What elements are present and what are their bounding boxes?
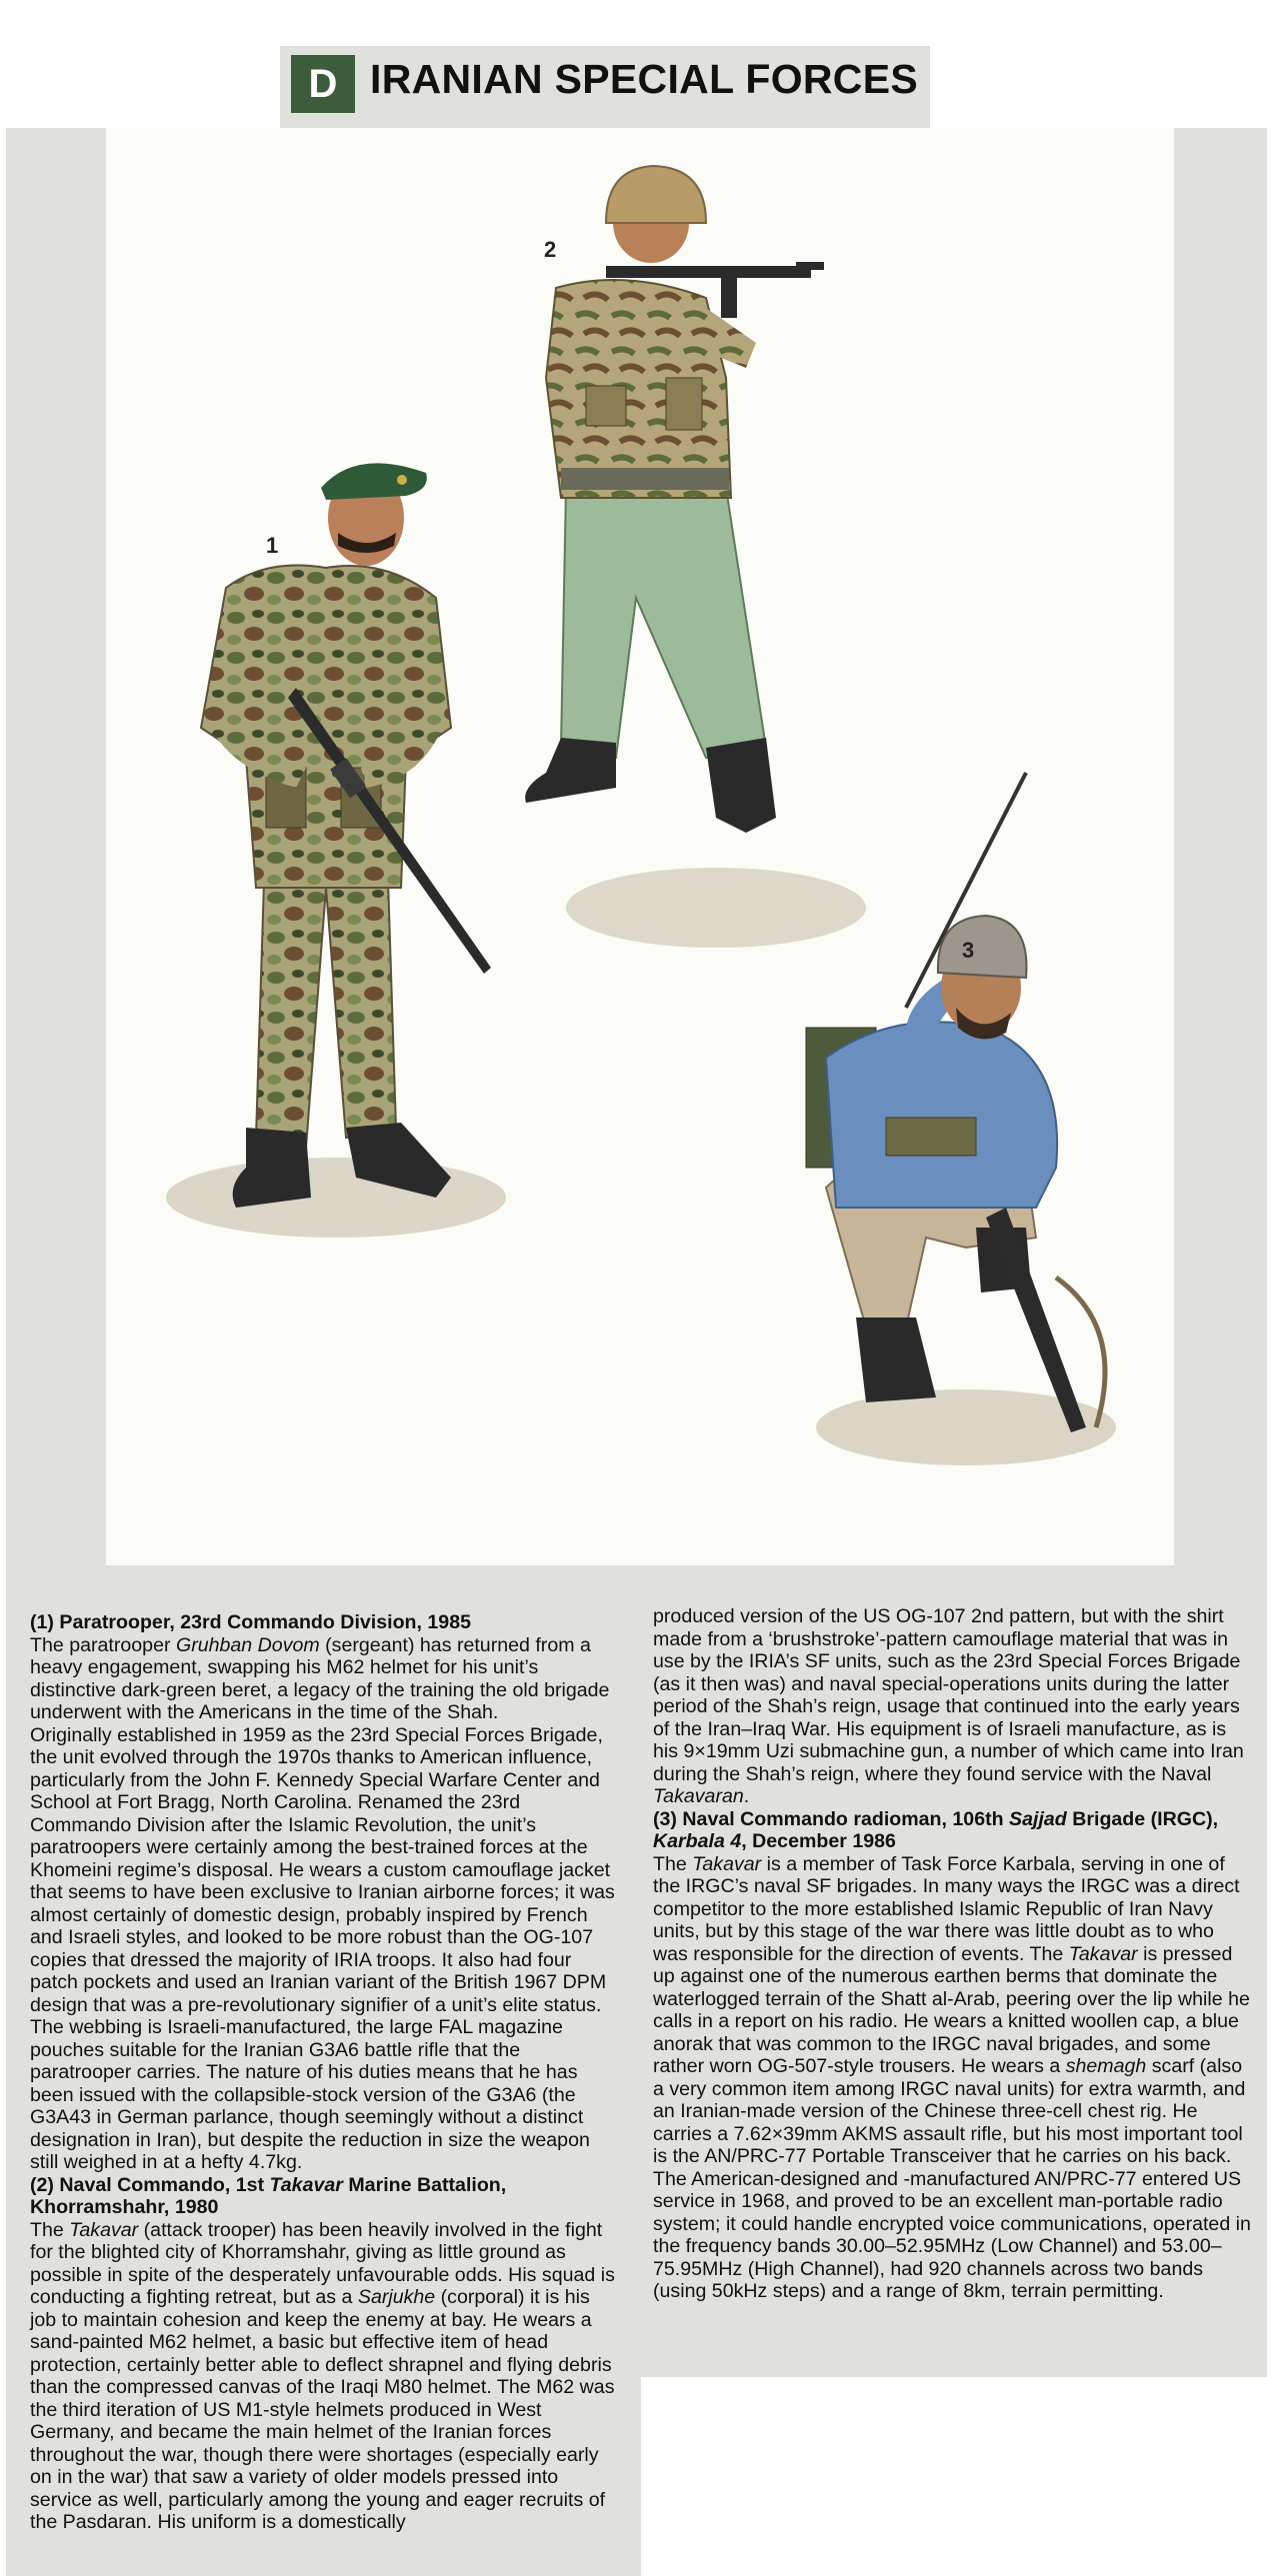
section-1-paragraph-1: The paratrooper Gruhban Dovom (sergeant) has returned from a heavy engagement, swapping his M62 helmet for his unit’s distinctive dark-green beret, a legacy of the training the old brigade underwent with the Americans in the time of the Shah. <box>30 1633 610 1723</box>
section-2-heading: (2) Naval Commando, 1st Takavar Marine Battalion, Khorramshahr, 1980 <box>30 2173 507 2218</box>
section-1-heading: (1) Paratrooper, 23rd Commando Division, 1985 <box>30 1611 471 1633</box>
text-column-right <box>653 1605 1253 2303</box>
section-2-paragraph-1: The Takavar (attack trooper) has been heavily involved in the fight for the blighted city of Khorramshahr, giving as little ground as possible in spite of the desperately unfavourable odds. His squad is conducting a fighting retreat, but as a Sarjukhe (corporal) it is his job to maintain cohesion and keep the enemy at bay. He wears a sand-painted M62 helmet, a basic but effective item of head protection, certainly better able to deflect shrapnel and flying debris than the compressed canvas of the Iraqi M80 helmet. The M62 was the third iteration of US M1-style helmets produced in West Germany, and became the main helmet of the Iranian forces throughout the war, though there were shortages (especially early on in the war) that saw a variety of older models pressed into service as well, particularly among the young and eager recruits of the Pasdaran. His uniform is a domestically <box>30 2218 615 2533</box>
plate-title: IRANIAN SPECIAL FORCES <box>370 56 919 102</box>
ground-shadow-1 <box>166 1158 506 1238</box>
figure-label-2: 2 <box>544 237 557 262</box>
figure-1-paratrooper <box>201 463 491 1208</box>
section-2-paragraph-2: produced version of the US OG-107 2nd pattern, but with the shirt made from a ‘brushstroke’-pattern camouflage material that was in use by the IRIA’s SF units, such as the 23rd Special Forces Brigade (as it then was) and naval special-operations units during the latter period of the Shah’s reign, usage that continued into the early years of the Iran–Iraq War. His equipment is of Israeli manufacture, as is his 9×19mm Uzi submachine gun, a number of which came into Iran during the Shah’s reign, where they found service with the Naval Takavaran. <box>653 1605 1244 1807</box>
text-column-left <box>30 1611 616 2534</box>
section-3-paragraph-1: The Takavar is a member of Task Force Karbala, serving in one of the IRGC’s naval SF brigades. In many ways the IRGC was a direct competitor to the more established Islamic Republic of Iran Navy units, but by this stage of the war there was little doubt as to who was responsible for the direction of events. The Takavar is pressed up against one of the numerous earthen berms that dominate the waterlogged terrain of the Shatt al-Arab, peering over the lip while he calls in a report on his radio. He wears a knitted woollen cap, a blue anorak that was common to the IRGC naval brigades, and some rather worn OG-507-style trousers. He wears a shemagh scarf (also a very common item among IRGC naval units) for extra warmth, and an Iranian-made version of the Chinese three-cell chest rig. He carries a 7.62×39mm AKMS assault rifle, but his most important tool is the AN/PRC-77 Portable Transceiver that he carries on his back. The American-designed and -manufactured AN/PRC-77 entered US service in 1968, and proved to be an excellent man-portable radio system; it could handle encrypted voice communications, operated in the frequency bands 30.00–52.95MHz (Low Channel) and 53.00–75.95MHz (High Channel), had 920 channels across two bands (using 50kHz steps) and a range of 8km, terrain permitting. <box>653 1852 1251 2302</box>
plate-letter-badge: D <box>291 55 355 113</box>
section-3-heading: (3) Naval Commando radioman, 106th Sajjad Brigade (IRGC), Karbala 4, December 1986 <box>653 1807 1219 1852</box>
figure-label-3: 3 <box>962 938 975 963</box>
plate-header <box>280 46 930 128</box>
figure-3-radioman <box>806 773 1105 1432</box>
soldiers-illustration <box>106 128 1174 1565</box>
ground-shadow-2 <box>566 868 866 948</box>
figure-2-naval-commando <box>525 166 824 833</box>
figure-label-1: 1 <box>266 533 279 558</box>
section-1-paragraph-2: Originally established in 1959 as the 23rd Special Forces Brigade, the unit evolved through the 1970s thanks to American influence, particularly from the John F. Kennedy Special Warfare Center and School at Fort Bragg, North Carolina. Renamed the 23rd Commando Division after the Islamic Revolution, the unit’s paratroopers were certainly among the best-trained forces at the Khomeini regime’s disposal. He wears a custom camouflage jacket that seems to have been exclusive to Iranian airborne forces; it was almost certainly of domestic design, probably inspired by French and Israeli styles, and looked to be more robust than the OG-107 copies that dressed the majority of IRIA troops. It also had four patch pockets and used an Iranian variant of the British 1967 DPM design that was a pre-revolutionary signifier of a unit’s elite status. The webbing is Israeli-manufactured, the large FAL magazine pouches suitable for the Iranian G3A6 battle rifle that the paratrooper carries. The nature of his duties means that he has been issued with the collapsible-stock version of the G3A6 (the G3A43 in German parlance, though seemingly without a distinct designation in Iran), but despite the reduction in size the weapon still weighed in at a hefty 4.7kg. <box>30 1723 615 2173</box>
